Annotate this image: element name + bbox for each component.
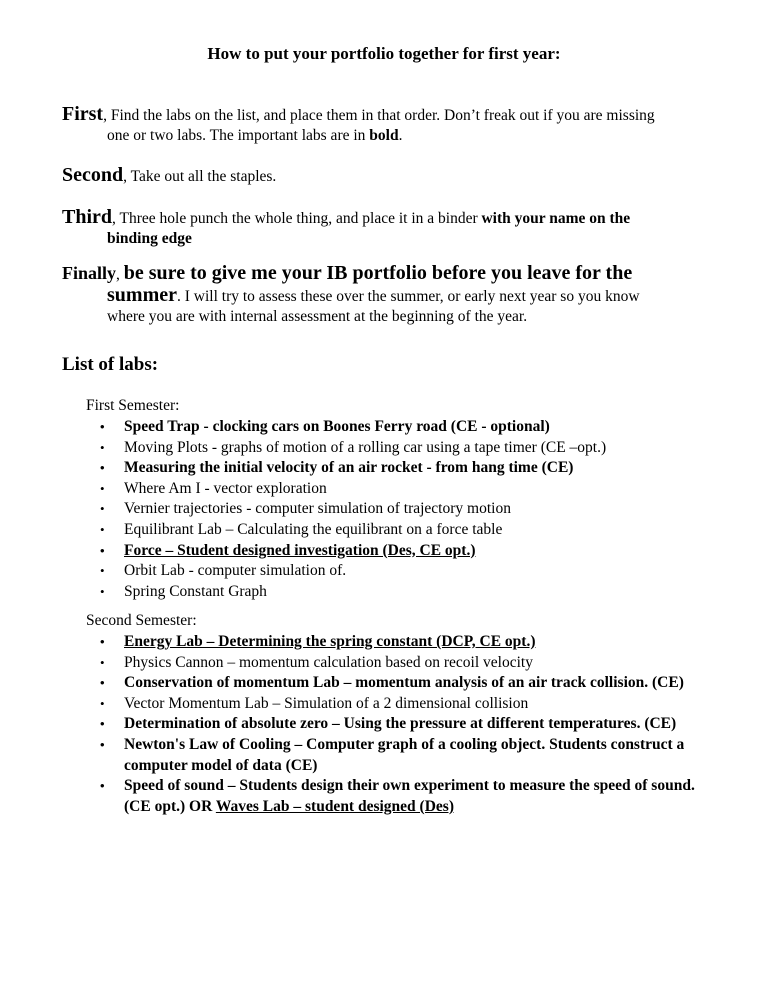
step-third — [62, 207, 722, 249]
semester2-list — [86, 632, 696, 817]
step-finally-lead: Finally — [62, 263, 117, 283]
step-second-lead: Second — [62, 164, 124, 186]
step-finally-comma: , — [116, 266, 124, 283]
list-item — [86, 776, 696, 817]
semester1-list — [86, 417, 696, 602]
step-second-text: , Take out all the staples. — [123, 168, 277, 185]
bullet-icon: • — [100, 501, 105, 517]
bullet-icon: • — [100, 480, 105, 496]
step-finally-big2: summer — [107, 284, 177, 306]
bullet-icon: • — [100, 736, 105, 752]
bullet-icon: • — [100, 460, 105, 476]
step-first-text: , Find the labs on the list, and place them in that order. Don’t freak out if you are missing — [103, 107, 655, 124]
list-item — [86, 479, 696, 500]
step-first-bold: bold — [369, 127, 399, 144]
lab-label: Vector Momentum Lab – Simulation of a 2 dimensional collision — [124, 694, 529, 712]
list-item — [86, 561, 696, 582]
step-finally-rest2: where you are with internal assessment at the beginning of the year. — [107, 308, 528, 325]
semester1-label: First Semester: — [86, 397, 180, 414]
list-item — [86, 520, 696, 541]
lab-label: Equilibrant Lab – Calculating the equilibrant on a force table — [124, 520, 503, 538]
step-third-text: , Three hole punch the whole thing, and place it in a binder — [112, 210, 482, 227]
bullet-icon: • — [100, 695, 105, 711]
bullet-icon: • — [100, 583, 105, 599]
list-item — [86, 673, 696, 694]
step-finally-rest1: . I will try to assess these over the summer, or early next year so you know — [176, 288, 640, 305]
step-second — [62, 165, 722, 187]
list-item — [86, 714, 696, 735]
step-first-cont: one or two labs. The important labs are in — [107, 127, 370, 144]
step-first-end: . — [398, 127, 403, 144]
step-finally-big1: be sure to give me your IB portfolio before you leave for the — [123, 262, 633, 284]
lab-label: Conservation of momentum Lab – momentum analysis of an air track collision. (CE) — [124, 674, 684, 692]
lab-label: Force – Student designed investigation (Des, CE opt.) — [124, 541, 476, 559]
step-third-bold1: with your name on the — [481, 210, 631, 227]
lab-label-waves: Waves Lab – student designed (Des) — [215, 797, 454, 815]
lab-label: Vernier trajectories - computer simulation of trajectory motion — [124, 500, 511, 518]
bullet-icon: • — [100, 716, 105, 732]
bullet-icon: • — [100, 521, 105, 537]
lab-label: Speed Trap - clocking cars on Boones Ferry road (CE - optional) — [124, 418, 550, 435]
bullet-icon: • — [100, 542, 105, 558]
lab-label: Measuring the initial velocity of an air rocket - from hang time (CE) — [124, 459, 574, 477]
step-first — [62, 104, 722, 146]
semester2-label: Second Semester: — [86, 612, 197, 629]
list-item — [86, 417, 696, 438]
bullet-icon: • — [100, 634, 105, 649]
list-item — [86, 499, 696, 520]
bullet-icon: • — [100, 778, 105, 794]
step-first-lead: First — [62, 103, 104, 125]
lab-label: Where Am I - vector exploration — [124, 479, 327, 497]
page-title: How to put your portfolio together for first year: — [207, 44, 561, 63]
lab-label: Moving Plots - graphs of motion of a rolling car using a tape timer (CE –opt.) — [124, 438, 607, 456]
list-item — [86, 582, 696, 603]
step-third-lead: Third — [62, 206, 113, 228]
list-item — [86, 632, 696, 653]
bullet-icon: • — [100, 654, 105, 670]
lab-label: Orbit Lab - computer simulation of. — [124, 562, 347, 580]
list-item — [86, 653, 696, 674]
bullet-icon: • — [100, 419, 105, 434]
step-third-bold2: binding edge — [107, 230, 192, 247]
list-item — [86, 458, 696, 479]
list-item — [86, 735, 696, 776]
list-item — [86, 694, 696, 715]
bullet-icon: • — [100, 439, 105, 455]
bullet-icon: • — [100, 675, 105, 691]
lab-label: Speed of sound – Students design their own experiment to measure the speed of sound. (CE opt.) OR — [124, 777, 695, 815]
labs-heading: List of labs: — [62, 354, 159, 375]
lab-label: Determination of absolute zero – Using the pressure at different temperatures. (CE) — [124, 715, 677, 733]
list-item — [86, 438, 696, 459]
bullet-icon: • — [100, 563, 105, 579]
list-item — [86, 541, 696, 562]
lab-label: Spring Constant Graph — [124, 582, 267, 600]
lab-label: Physics Cannon – momentum calculation based on recoil velocity — [124, 653, 533, 671]
step-finally — [62, 263, 722, 327]
lab-label: Newton's Law of Cooling – Computer graph of a cooling object. Students construct a computer model of data (CE) — [124, 735, 685, 774]
lab-label: Energy Lab – Determining the spring constant (DCP, CE opt.) — [124, 633, 536, 650]
